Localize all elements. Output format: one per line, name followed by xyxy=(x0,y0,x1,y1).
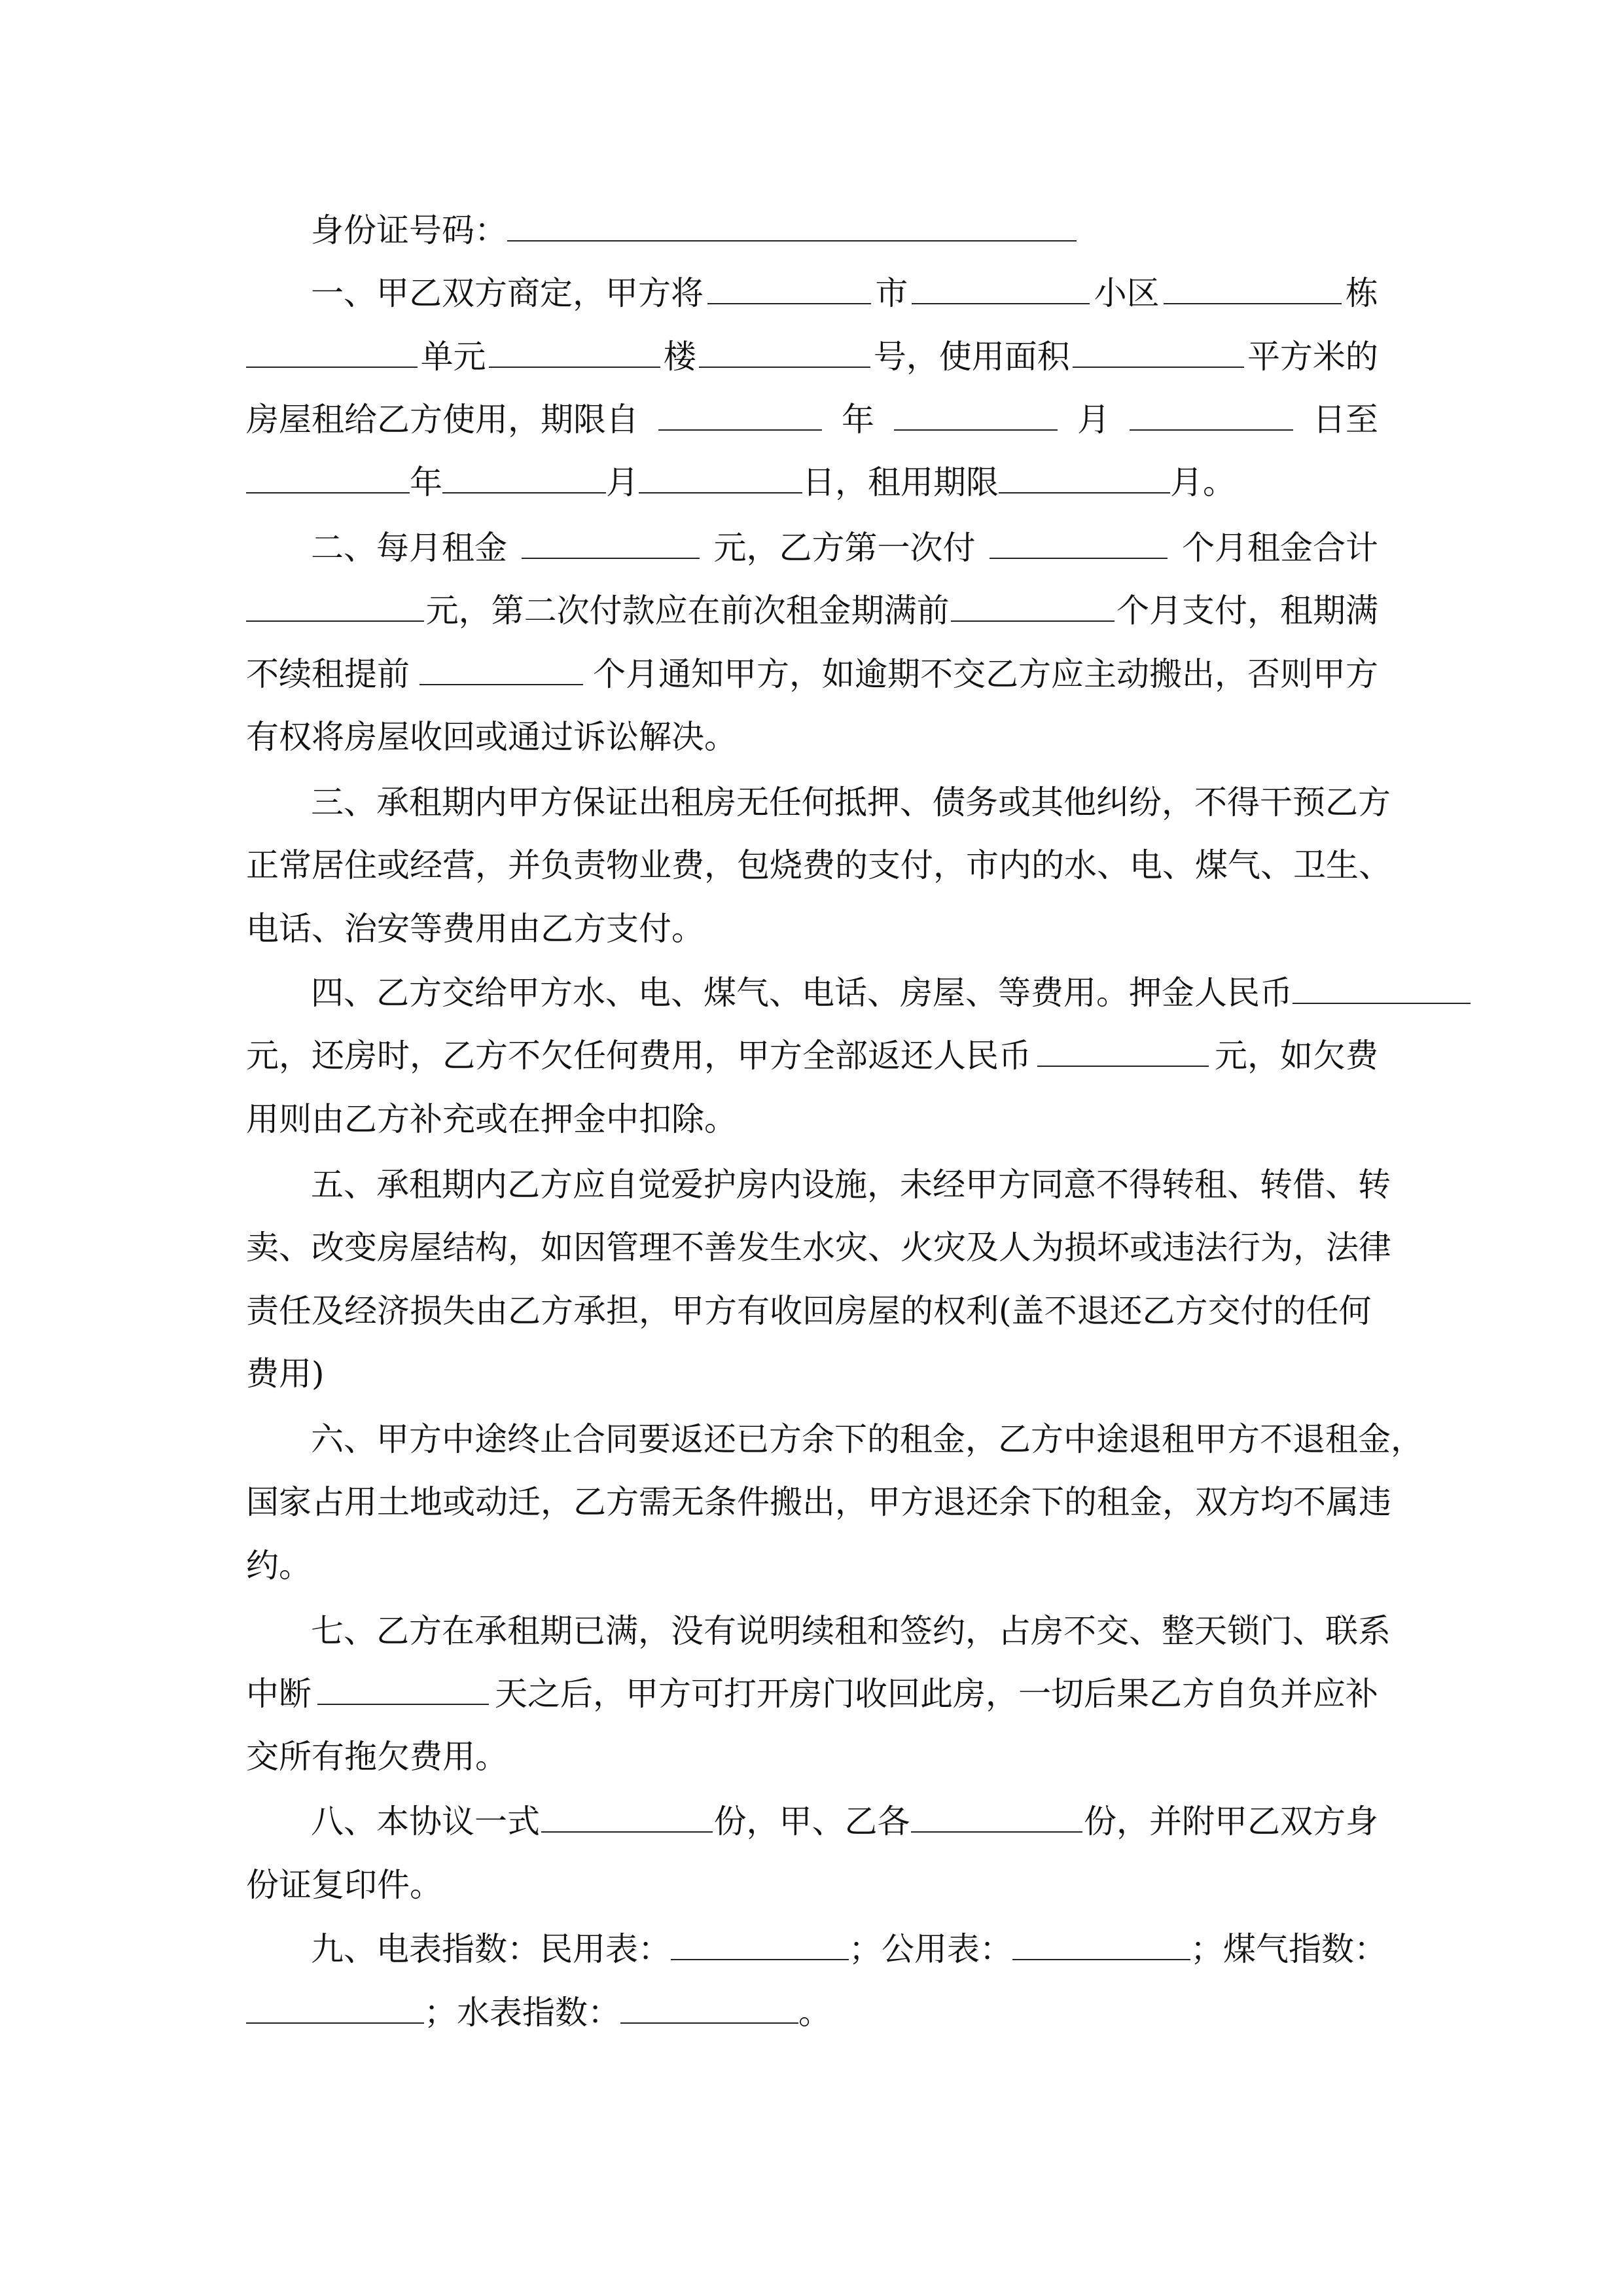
district-blank[interactable] xyxy=(912,274,1090,304)
clause-4-line-1 xyxy=(311,967,1378,1019)
city-blank[interactable] xyxy=(707,274,871,304)
clause-text: 元，如欠费 xyxy=(1215,1037,1378,1075)
clause-5-line-3: 责任及经济损失由乙方承担，甲方有收回房屋的权利(盖不退还乙方交付的任何 xyxy=(246,1292,1372,1330)
clause-text: 平方米的 xyxy=(1247,338,1378,376)
clause-8-line-1 xyxy=(311,1795,1378,1848)
clause-4-line-3: 用则由乙方补充或在押金中扣除。 xyxy=(246,1100,737,1138)
notice-months-blank[interactable] xyxy=(419,655,583,685)
days-blank[interactable] xyxy=(317,1674,489,1705)
clause-text: 天之后，甲方可打开房门收回此房，一切后果乙方自负并应补 xyxy=(495,1675,1378,1713)
residential-meter-blank[interactable] xyxy=(671,1929,849,1960)
end-day-blank[interactable] xyxy=(639,463,802,493)
id-card-label: 身份证号码： xyxy=(311,211,507,249)
first-payment-months-blank[interactable] xyxy=(990,528,1168,559)
clause-text: 小区 xyxy=(1094,274,1160,312)
clause-text: 二、每月租金 xyxy=(311,529,507,567)
clause-text: 。 xyxy=(798,1994,831,2032)
clause-text: 月 xyxy=(606,463,639,501)
clause-text: 楼 xyxy=(663,338,696,376)
clause-text: 号，使用面积 xyxy=(873,338,1070,376)
clause-text: ；水表指数： xyxy=(424,1994,620,2032)
clause-2-line-3 xyxy=(246,648,1378,700)
clause-3-line-3: 电话、治安等费用由乙方支付。 xyxy=(246,910,704,948)
copies-total-blank[interactable] xyxy=(541,1802,713,1833)
clause-5-line-1: 五、承租期内乙方应自觉爱护房内设施，未经甲方同意不得转租、转借、转 xyxy=(311,1166,1391,1204)
water-meter-blank[interactable] xyxy=(620,1993,798,2024)
clause-text: 年 xyxy=(410,463,442,501)
clause-5-line-4: 费用) xyxy=(246,1355,325,1393)
clause-text: 元，还房时，乙方不欠任何费用，甲方全部返还人民币 xyxy=(246,1037,1031,1075)
clause-text: ；公用表： xyxy=(849,1930,1012,1968)
clause-text: 份，甲、乙各 xyxy=(713,1803,910,1840)
id-card-blank[interactable] xyxy=(507,211,1077,242)
clause-2-line-1 xyxy=(311,522,1378,574)
start-month-blank[interactable] xyxy=(894,400,1058,431)
clause-4-line-2 xyxy=(246,1030,1378,1082)
clause-6-line-1: 六、甲方中途终止合同要返还已方余下的租金，乙方中途退租甲方不退租金， xyxy=(311,1420,1423,1458)
clause-text: 元，乙方第一次付 xyxy=(713,529,976,567)
clause-text: 个月通知甲方，如逾期不交乙方应主动搬出，否则甲方 xyxy=(593,655,1378,693)
clause-text: 月。 xyxy=(1170,463,1236,501)
end-month-blank[interactable] xyxy=(442,463,606,493)
clause-text: 四、乙方交给甲方水、电、煤气、电话、房屋、等费用。押金人民币 xyxy=(311,974,1293,1012)
monthly-rent-blank[interactable] xyxy=(522,528,700,559)
clause-2-line-2 xyxy=(246,584,1378,637)
clause-1-line-1 xyxy=(311,267,1378,319)
clause-3-line-1: 三、承租期内甲方保证出租房无任何抵押、债务或其他纠纷，不得干预乙方 xyxy=(311,783,1391,821)
start-day-blank[interactable] xyxy=(1130,400,1293,431)
clause-text: ；煤气指数： xyxy=(1190,1930,1387,1968)
second-payment-blank[interactable] xyxy=(951,591,1115,622)
clause-7-line-3: 交所有拖欠费用。 xyxy=(246,1738,508,1776)
clause-text: 一、甲乙双方商定，甲方将 xyxy=(311,274,704,312)
total-rent-blank[interactable] xyxy=(246,591,424,622)
clause-text: 不续租提前 xyxy=(246,655,410,693)
clause-text: 年 xyxy=(842,401,874,439)
clause-text: 个月租金合计 xyxy=(1182,529,1378,567)
clause-text: 日，租用期限 xyxy=(802,463,999,501)
clause-3-line-2: 正常居住或经营，并负责物业费，包烧费的支付，市内的水、电、煤气、卫生、 xyxy=(246,846,1391,884)
clause-text: 份，并附甲乙双方身 xyxy=(1084,1803,1378,1840)
clause-9-line-2 xyxy=(246,1986,1378,2039)
end-year-blank[interactable] xyxy=(246,463,410,493)
unit-blank[interactable] xyxy=(246,337,418,368)
clause-2-line-4: 有权将房屋收回或通过诉讼解决。 xyxy=(246,718,737,756)
public-meter-blank[interactable] xyxy=(1012,1929,1190,1960)
clause-text: 房屋租给乙方使用，期限自 xyxy=(246,401,639,439)
clause-text: 月 xyxy=(1077,401,1110,439)
clause-7-line-1: 七、乙方在承租期已满，没有说明续租和签约，占房不交、整天锁门、联系 xyxy=(311,1612,1391,1650)
area-blank[interactable] xyxy=(1073,337,1244,368)
refund-blank[interactable] xyxy=(1037,1036,1209,1067)
room-number-blank[interactable] xyxy=(699,337,870,368)
lease-term-blank[interactable] xyxy=(999,463,1170,493)
clause-6-line-3: 约。 xyxy=(246,1547,312,1585)
start-year-blank[interactable] xyxy=(658,400,822,431)
copies-each-blank[interactable] xyxy=(911,1802,1082,1833)
deposit-blank[interactable] xyxy=(1293,973,1471,1004)
clause-text: 市 xyxy=(875,274,908,312)
clause-text: 个月支付，租期满 xyxy=(1116,592,1378,630)
clause-1-line-4 xyxy=(246,456,1378,509)
clause-text: 单元 xyxy=(420,338,486,376)
building-blank[interactable] xyxy=(1164,274,1342,304)
clause-9-line-1 xyxy=(311,1923,1387,1975)
clause-text: 元，第二次付款应在前次租金期满前 xyxy=(425,592,950,630)
clause-7-line-2 xyxy=(246,1668,1378,1720)
id-card-line xyxy=(311,204,1378,257)
clause-5-line-2: 卖、改变房屋结构，如因管理不善发生水灾、火灾及人为损坏或违法行为，法律 xyxy=(246,1229,1391,1266)
clause-text: 栋 xyxy=(1345,274,1378,312)
clause-text: 中断 xyxy=(246,1675,312,1713)
clause-8-line-2: 份证复印件。 xyxy=(246,1866,442,1904)
clause-1-line-2 xyxy=(246,331,1378,383)
clause-1-line-3 xyxy=(246,393,1378,446)
gas-meter-blank[interactable] xyxy=(246,1993,424,2024)
clause-text: 八、本协议一式 xyxy=(311,1803,540,1840)
clause-6-line-2: 国家占用土地或动迁，乙方需无条件搬出，甲方退还余下的租金，双方均不属违 xyxy=(246,1483,1391,1521)
floor-blank[interactable] xyxy=(489,337,660,368)
clause-text: 九、电表指数：民用表： xyxy=(311,1930,671,1968)
clause-text: 日至 xyxy=(1313,401,1378,439)
